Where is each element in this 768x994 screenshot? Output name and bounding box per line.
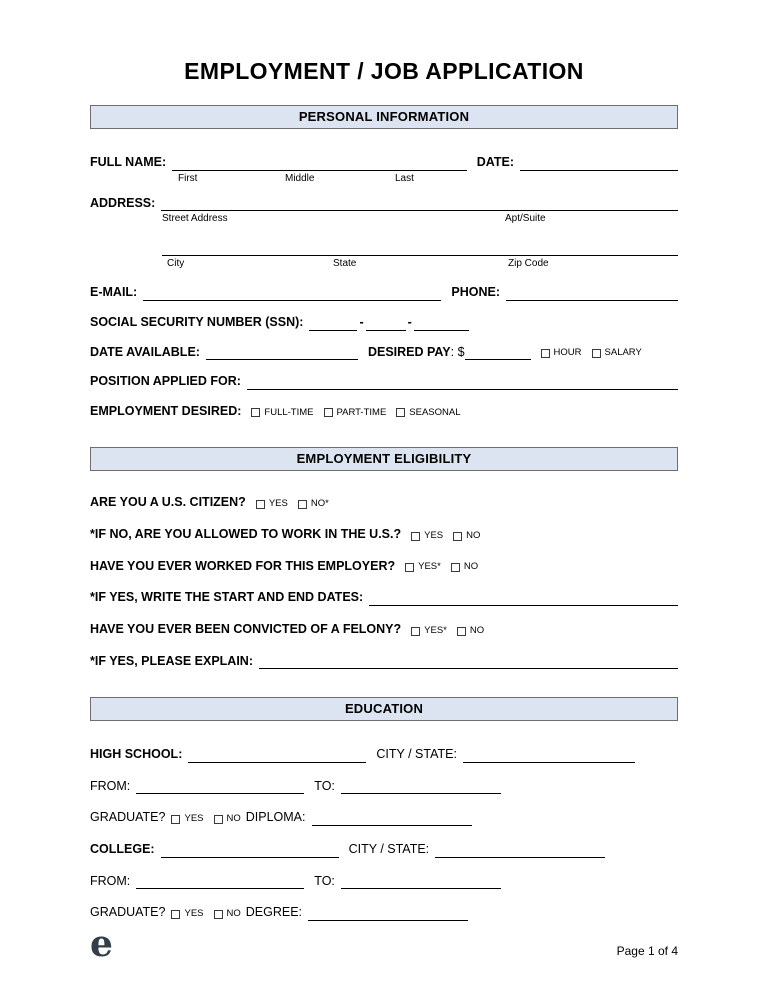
college-to-label: TO: [314, 873, 335, 888]
page-title: EMPLOYMENT / JOB APPLICATION [184, 58, 584, 84]
hs-graduate-label: GRADUATE? [90, 810, 166, 825]
date-field[interactable] [520, 157, 678, 171]
hs-graduate-yes-checkbox[interactable] [171, 815, 180, 824]
explain-field[interactable] [259, 655, 678, 669]
salary-checkbox[interactable] [592, 349, 601, 358]
explain-label: *IF YES, PLEASE EXPLAIN: [90, 653, 254, 668]
desired-pay-label: DESIRED PAY [367, 344, 451, 359]
address-row [90, 196, 678, 212]
start-end-dates-label: *IF YES, WRITE THE START AND END DATES: [90, 590, 364, 605]
hs-city-state-field[interactable] [463, 749, 635, 763]
hs-from-field[interactable] [136, 780, 304, 794]
full-time-checkbox[interactable] [251, 408, 260, 417]
felony-question-row [90, 622, 678, 638]
start-end-dates-field[interactable] [369, 592, 678, 606]
address-label: ADDRESS: [90, 195, 156, 210]
worked-no-label: NO [463, 561, 479, 573]
middle-sublabel: Middle [285, 172, 315, 184]
diploma-field[interactable] [312, 812, 472, 826]
section-header-personal-information: PERSONAL INFORMATION [90, 105, 678, 129]
allowed-question-row [90, 527, 678, 543]
position-applied-field[interactable] [247, 376, 678, 390]
allowed-no-label: NO [466, 529, 481, 541]
ssn-field-1[interactable] [309, 317, 357, 331]
date-available-field[interactable] [206, 346, 358, 360]
college-from-field[interactable] [136, 875, 304, 889]
ssn-dash-1: - [359, 314, 364, 329]
college-city-state-label: CITY / STATE: [348, 842, 430, 856]
college-graduate-no-label: NO [226, 908, 241, 919]
first-sublabel: First [178, 172, 198, 184]
hour-option-label: HOUR [553, 347, 582, 359]
allowed-no-checkbox[interactable] [453, 532, 462, 541]
part-time-checkbox[interactable] [324, 408, 333, 417]
hs-from-to-row [90, 779, 678, 795]
section-header-education: EDUCATION [90, 697, 678, 721]
worked-yes-label: YES* [418, 561, 441, 573]
degree-label: DEGREE: [245, 905, 303, 920]
full-time-option-label: FULL-TIME [264, 406, 314, 418]
part-time-option-label: PART-TIME [336, 406, 387, 418]
seasonal-option-label: SEASONAL [409, 406, 461, 418]
felony-no-checkbox[interactable] [457, 627, 466, 636]
ssn-field-3[interactable] [414, 317, 469, 331]
college-field[interactable] [161, 844, 339, 858]
address-line2-row [162, 242, 678, 256]
page-footer [90, 923, 678, 965]
worked-question-row [90, 559, 678, 575]
college-from-to-row [90, 874, 678, 890]
hs-graduate-row [90, 810, 678, 826]
phone-label: PHONE: [451, 285, 500, 300]
desired-pay-field[interactable] [465, 346, 531, 360]
degree-field[interactable] [308, 907, 468, 921]
full-name-field[interactable] [172, 157, 467, 171]
college-graduate-label: GRADUATE? [90, 905, 166, 920]
high-school-row [90, 747, 678, 763]
allowed-question-label: *IF NO, ARE YOU ALLOWED TO WORK IN THE U.S.? [90, 527, 402, 541]
employment-desired-label: EMPLOYMENT DESIRED: [90, 403, 242, 418]
diploma-label: DIPLOMA: [245, 810, 306, 825]
email-phone-row [90, 285, 678, 301]
hs-graduate-no-label: NO [226, 813, 241, 825]
date-label: DATE: [476, 155, 514, 169]
state-sublabel: State [333, 258, 357, 270]
dollar-prefix: : $ [450, 344, 465, 359]
zip-code-sublabel: Zip Code [508, 258, 549, 270]
felony-yes-checkbox[interactable] [411, 627, 420, 636]
salary-option-label: SALARY [604, 347, 642, 359]
city-sublabel: City [167, 258, 185, 270]
college-row [90, 842, 678, 858]
hs-to-label: TO: [314, 778, 335, 793]
hs-city-state-label: CITY / STATE: [376, 747, 457, 762]
email-field[interactable] [143, 287, 441, 301]
full-name-sublabels [90, 171, 678, 186]
full-name-row [90, 155, 678, 171]
felony-yes-label: YES* [424, 624, 447, 636]
ssn-label: SOCIAL SECURITY NUMBER (SSN): [90, 314, 304, 329]
ssn-field-2[interactable] [366, 317, 406, 331]
college-graduate-yes-checkbox[interactable] [171, 910, 180, 919]
street-address-sublabel: Street Address [162, 213, 228, 225]
position-applied-label: POSITION APPLIED FOR: [90, 374, 241, 389]
apt-suite-sublabel: Apt/Suite [505, 213, 546, 225]
street-address-field[interactable] [161, 197, 678, 211]
hs-from-label: FROM: [90, 778, 131, 793]
worked-no-checkbox[interactable] [451, 563, 460, 572]
address-sublabels [90, 211, 678, 226]
college-from-label: FROM: [90, 873, 131, 888]
college-graduate-row [90, 905, 678, 921]
worked-question-label: HAVE YOU EVER WORKED FOR THIS EMPLOYER? [90, 558, 396, 573]
college-to-field[interactable] [341, 875, 501, 889]
high-school-label: HIGH SCHOOL: [90, 747, 183, 762]
full-name-label: FULL NAME: [90, 155, 167, 169]
section-header-employment-eligibility: EMPLOYMENT ELIGIBILITY [90, 447, 678, 471]
start-end-dates-row [90, 590, 678, 606]
hs-to-field[interactable] [341, 780, 501, 794]
college-graduate-no-checkbox[interactable] [214, 910, 223, 919]
seasonal-checkbox[interactable] [396, 408, 405, 417]
eforms-logo-icon: e [90, 923, 113, 965]
high-school-field[interactable] [188, 749, 366, 763]
citizen-no-checkbox[interactable] [298, 500, 307, 509]
citizen-question-row [90, 495, 678, 511]
citizen-question-label: ARE YOU A U.S. CITIZEN? [90, 495, 246, 510]
hour-checkbox[interactable] [541, 349, 550, 358]
explain-row [90, 654, 678, 670]
allowed-yes-checkbox[interactable] [411, 532, 420, 541]
felony-question-label: HAVE YOU EVER BEEN CONVICTED OF A FELONY? [90, 621, 402, 636]
phone-field[interactable] [506, 287, 678, 301]
college-graduate-yes-label: YES [184, 908, 204, 919]
employment-desired-row [90, 404, 678, 420]
allowed-yes-label: YES [424, 529, 444, 541]
date-available-label: DATE AVAILABLE: [90, 344, 200, 359]
ssn-row [90, 315, 678, 331]
city-state-zip-sublabels [90, 256, 678, 271]
college-label: COLLEGE: [90, 842, 155, 856]
city-state-zip-field[interactable] [162, 242, 678, 256]
email-label: E-MAIL: [90, 285, 138, 300]
hs-graduate-yes-label: YES [184, 813, 204, 825]
citizen-yes-checkbox[interactable] [256, 500, 265, 509]
date-available-row [90, 345, 678, 361]
ssn-dash-2: - [407, 314, 412, 329]
page-indicator: Page 1 of 4 [616, 944, 678, 958]
position-row [90, 374, 678, 390]
citizen-yes-label: YES [268, 498, 288, 510]
felony-no-label: NO [469, 624, 485, 636]
last-sublabel: Last [395, 172, 414, 184]
worked-yes-checkbox[interactable] [405, 563, 414, 572]
college-city-state-field[interactable] [435, 844, 605, 858]
citizen-no-label: NO* [310, 498, 329, 510]
hs-graduate-no-checkbox[interactable] [214, 815, 223, 824]
